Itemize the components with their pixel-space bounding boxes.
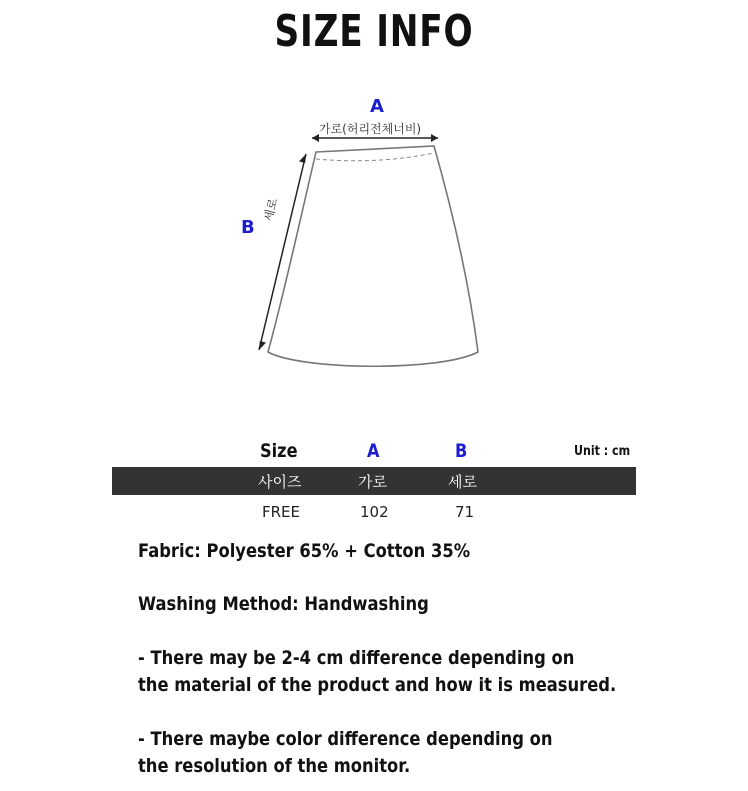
note1-line2: the material of the product and how it is measured. <box>138 674 617 696</box>
header-size: Size <box>260 440 298 462</box>
length-caption: 세로 <box>261 196 281 223</box>
note2-line1: - There maybe color difference depending on <box>138 728 553 750</box>
header-b: B <box>455 440 468 462</box>
header-a: A <box>367 440 380 462</box>
subheader-length: 세로 <box>448 473 477 491</box>
subheader-size: 사이즈 <box>258 473 302 491</box>
page-title: SIZE INFO <box>274 6 474 57</box>
width-caption: 가로(허리전체너비) <box>319 122 422 136</box>
cell-b: 71 <box>455 503 475 521</box>
washing-text: Washing Method: Handwashing <box>138 593 429 615</box>
fabric-text: Fabric: Polyester 65% + Cotton 35% <box>138 540 471 562</box>
unit-label: Unit : cm <box>574 444 631 459</box>
subheader-width: 가로 <box>358 473 387 491</box>
note1-line1: - There may be 2-4 cm difference depending on <box>138 647 575 669</box>
table-subheader-bar <box>112 467 636 495</box>
label-b: B <box>241 217 255 238</box>
cell-size: FREE <box>262 503 301 521</box>
cell-a: 102 <box>360 503 389 521</box>
note2-line2: the resolution of the monitor. <box>138 755 411 777</box>
label-a: A <box>370 96 384 117</box>
